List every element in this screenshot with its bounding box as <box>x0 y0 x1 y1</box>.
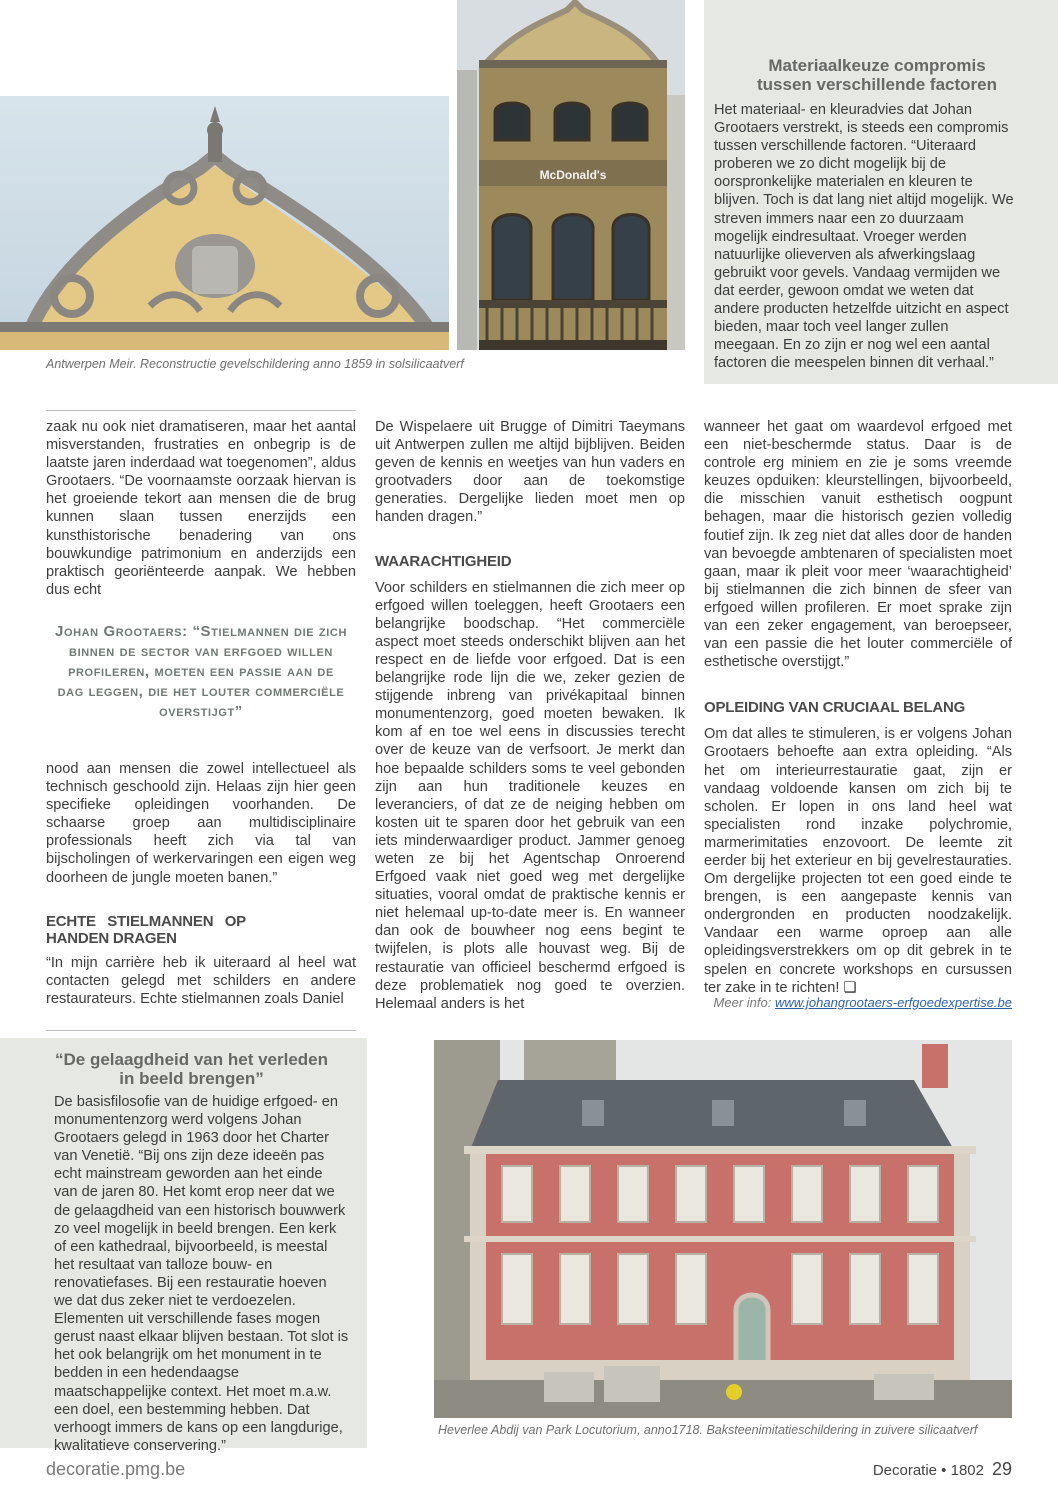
mcdonalds-facade-illustration <box>457 0 685 350</box>
column-3 <box>704 418 1012 997</box>
column-1-top-rule <box>46 410 356 411</box>
photo-heverlee-abbey <box>434 1040 1012 1418</box>
footer-site: decoratie.pmg.be <box>46 1459 186 1479</box>
sidebar-layering-body: De basisfilosofie van de huidige erfgoed- en monumentenzorg werd volgens Johan Grootaers gelegd in 1963 door het Charter van Venetië. “Bij ons zijn deze ideeën pas echt mainstream geworden aan het einde van de jaren 80. Het komt erop neer dat we de gelaagdheid van een historisch bouwwerk zo veel mogelijk in beeld brengen. Een kerk of een kathedraal, bijvoorbeeld, is meestal het resultaat van talloze bouw- en renovatiefases. Bij een restauratie hoeven we dat dus zeker niet te verdoezelen. Elementen uit verschillende fases mogen gerust naast elkaar blijven bestaan. Tot slot is het ook belangrijk om het monument in te bedden in een hedendaagse maatschappelijke context. Het moet m.a.w. een doel, een bestemming hebben. Dat verhoogt immers de kans op een langdurige, kwalitatieve conservering.” <box>54 1094 349 1454</box>
heading-echte-stielmannen: ECHTE STIELMANNEN OP HANDEN DRAGEN <box>46 912 246 947</box>
more-info-link[interactable]: www.johangrootaers-erfgoedexpertise.be <box>774 995 1012 1010</box>
column-1 <box>46 418 356 599</box>
column-2-paragraph-1: De Wispelaere uit Brugge of Dimitri Taeymans uit Antwerpen zullen me altijd bijblijven. Beiden geven de kennis en weetjes van hun vaders en grootvaders door aan de toekomstige generaties. Dergelijke lieden moet men op handen dragen.” <box>375 419 685 526</box>
column-3-paragraph-1: wanneer het gaat om waardevol erfgoed met een niet-beschermde status. Daar is de controle erg miniem en zie je soms vreemde keuzes opduiken: kleurstellingen, bijvoorbeeld, die misschien vanuit esthetisch oogpunt behagen, maar die historisch gezien volledig foutief zijn. Ik zeg niet dat alles door de handen van bevoegde ambtenaren of specialisten moet gaan, maar ik pleit voor meer ‘waarachtigheid’ bij stielmannen die zich binnen de sfeer van erfgoed willen profileren. Er moet sprake zijn van een zeker engagement, van beroepseer, van een passie die het louter commerciële of esthetische overstijgt.” <box>704 419 1012 671</box>
column-2-paragraph-2: Voor schilders en stielmannen die zich meer op erfgoed willen toeleggen, heeft Grootaers een belangrijke boodschap. “Het commerciële aspect moet steeds onderschikt blijven aan het respect en de liefde voor erfgoed. Dat is een belangrijke rode lijn die we, zeker gezien de stijgende inbreng van privékapitaal binnen monumentenzorg, goed moeten bewaken. Ik kom af en toe wel eens in discussies terecht over de keuze van de verfsoort. Je merkt dan hoe bepaalde schilders soms te veel gebonden zijn aan hun traditionele keuzes en leveranciers, of dat ze de neiging hebben om kosten uit te sparen door het gebruik van een iets minderwaardiger product. Jammer genoeg weten ze bij het Agentschap Onroerend Erfgoed vaak niet goed weg met dergelijke situaties, vooral omdat de praktische kennis er niet helemaal up-to-date meer is. En wanneer dan ook de bouwheer nog eens begint te twijfelen, is plots alle houvast weg. Bij de restauratie van officieel beschermd erfgoed is deze problematiek nog goed te overzien. Helemaal anders is het <box>375 579 685 1012</box>
sidebar-material-choice-body: Het materiaal- en kleuradvies dat Johan Grootaers verstrekt, is steeds een compromis tussen verschillende factoren. “Uiteraard proberen we zo dicht mogelijk bij de oorspronkelijke materialen en kleuren te blijven. Toch is dat lang niet altijd mogelijk. We streven immers naar een zo duurzaam mogelijk eindresultaat. Vroeger werden natuurlijke olieverven als afwerkingslaag gebruikt voor gevels. Vandaag vermijden we dat eerder, gewoon omdat we weten dat andere producten hetzelfde uitzicht en aspect bieden, maar toch veel langer zullen meegaan. En zo zijn er nog wel een aantal factoren die meespelen binnen dit verhaal.” <box>714 102 1014 372</box>
storefront-sign-text: McDonald's <box>539 168 607 182</box>
heverlee-abbey-illustration <box>434 1040 1012 1418</box>
column-3-paragraph-2 <box>704 725 1012 996</box>
sidebar-layering-title: “De gelaagdheid van het verleden in beeld brengen” <box>54 1050 329 1088</box>
column-3-paragraph-2-text: Om dat alles te stimuleren, is er volgens Johan Grootaers behoefte aan extra opleiding. “Als het om interieurrestauratie gaat, zijn er vandaag voldoende kansen om zich bij te scholen. Er lopen in ons land heel wat specialisten rond inzake polychromie, marmerimitaties enzovoort. De leemte zit eerder bij het exterieur en bij gevelrestauraties. Om dergelijke projecten tot een goed einde te brengen, is een aangepaste kennis van ondergronden en producten noodzakelijk. Vandaar een warme oproep aan alle opleidingsverstrekkers om op dit gebrek in te spelen en concrete workshops en cursussen ter zake in te richten! <box>704 726 1012 996</box>
column-1-continued <box>46 760 356 1008</box>
antwerp-gable-illustration <box>0 96 449 350</box>
column-1-bottom-rule <box>46 1030 356 1031</box>
sidebar-material-choice-title: Materiaalkeuze compromis tussen verschillende factoren <box>757 56 997 94</box>
footer-page-number: 29 <box>991 1459 1012 1479</box>
sidebar-material-choice <box>704 0 1058 384</box>
photo-mcdonalds-facade <box>457 0 685 350</box>
footer-magazine <box>873 1459 1012 1480</box>
end-mark-icon: ❏ <box>843 978 857 996</box>
column-2 <box>375 418 685 1013</box>
footer-magazine-issue: Decoratie • 1802 <box>872 1462 984 1479</box>
heading-waarachtigheid: WAARACHTIGHEID <box>375 552 512 570</box>
more-info <box>714 995 1012 1010</box>
column-1-paragraph-3: “In mijn carrière heb ik uiteraard al heel wat contacten gelegd met schilders en andere restaurateurs. Echte stielmannen zoals Daniel <box>46 954 356 1007</box>
heading-opleiding: OPLEIDING VAN CRUCIAAL BELANG <box>704 699 966 717</box>
column-1-paragraph-2: nood aan mensen die zowel intellectueel als technisch geschoold zijn. Helaas zijn hier geen specifieke opleidingen voorhanden. De schaarse groep aan multidisciplinaire professionals heeft zich via tal van bijscholingen of werkervaringen een eigen weg doorheen de jungle moeten banen.” <box>46 761 356 886</box>
pull-quote: Johan Grootaers: “Stielmannen die zich binnen de sector van erfgoed willen profileren, moeten een passie aan de dag leggen, die het louter commerciële overstijgt” <box>55 623 347 720</box>
sidebar-layering <box>0 1038 367 1454</box>
photo-antwerp-gable <box>0 96 449 350</box>
caption-heverlee: Heverlee Abdij van Park Locutorium, anno1718. Baksteenimitatieschildering in zuivere silicaatverf <box>438 1423 978 1437</box>
caption-antwerp: Antwerpen Meir. Reconstructie gevelschildering anno 1859 in solsilicaatverf <box>46 357 464 371</box>
more-info-label: Meer info: <box>713 995 772 1010</box>
column-1-paragraph-1: zaak nu ook niet dramatiseren, maar het aantal misverstanden, frustraties en onbegrip is de laatste jaren inderdaad wat toegenomen”, aldus Grootaers. “De voornaamste oorzaak hiervan is het groeiende tekort aan mensen die de brug kunnen slaan tussen enerzijds een kunsthistorische benadering van ons bouwkundige patrimonium en anderzijds een praktisch georiënteerde aanpak. We hebben dus echt <box>46 419 356 598</box>
